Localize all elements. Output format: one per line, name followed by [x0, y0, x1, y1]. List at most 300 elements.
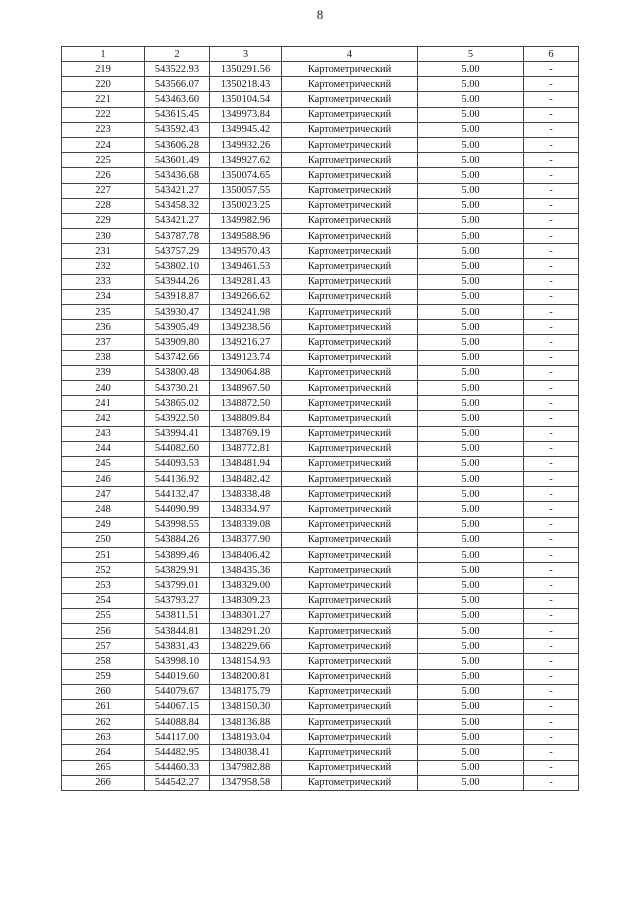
method-cell: Картометрический [282, 593, 418, 608]
table-row [62, 380, 579, 395]
point-number-cell: 242 [62, 411, 145, 426]
point-number-cell: 239 [62, 365, 145, 380]
x-coordinate-cell: 543436.68 [145, 168, 210, 183]
accuracy-cell: 5.00 [418, 745, 524, 760]
method-cell: Картометрический [282, 441, 418, 456]
y-coordinate-cell: 1350074.65 [210, 168, 282, 183]
point-number-cell: 225 [62, 153, 145, 168]
method-cell: Картометрический [282, 760, 418, 775]
x-coordinate-cell: 543522.93 [145, 62, 210, 77]
description-cell: - [524, 684, 579, 699]
y-coordinate-cell: 1348406.42 [210, 548, 282, 563]
x-coordinate-cell: 543844.81 [145, 623, 210, 638]
x-coordinate-cell: 544082.60 [145, 441, 210, 456]
point-number-cell: 233 [62, 274, 145, 289]
y-coordinate-cell: 1348175.79 [210, 684, 282, 699]
x-coordinate-cell: 544088.84 [145, 715, 210, 730]
point-number-cell: 254 [62, 593, 145, 608]
y-coordinate-cell: 1348377.90 [210, 532, 282, 547]
accuracy-cell: 5.00 [418, 320, 524, 335]
y-coordinate-cell: 1348150.30 [210, 699, 282, 714]
accuracy-cell: 5.00 [418, 623, 524, 638]
description-cell: - [524, 335, 579, 350]
accuracy-cell: 5.00 [418, 654, 524, 669]
point-number-cell: 244 [62, 441, 145, 456]
table-row [62, 441, 579, 456]
accuracy-cell: 5.00 [418, 563, 524, 578]
table-row [62, 593, 579, 608]
description-cell: - [524, 259, 579, 274]
description-cell: - [524, 517, 579, 532]
point-number-cell: 243 [62, 426, 145, 441]
table-row [62, 62, 579, 77]
accuracy-cell: 5.00 [418, 456, 524, 471]
point-number-cell: 234 [62, 289, 145, 304]
description-cell: - [524, 229, 579, 244]
description-cell: - [524, 411, 579, 426]
method-cell: Картометрический [282, 213, 418, 228]
method-cell: Картометрический [282, 608, 418, 623]
description-cell: - [524, 775, 579, 790]
x-coordinate-cell: 544482.95 [145, 745, 210, 760]
point-number-cell: 229 [62, 213, 145, 228]
method-cell: Картометрический [282, 168, 418, 183]
x-coordinate-cell: 543899.46 [145, 548, 210, 563]
accuracy-cell: 5.00 [418, 472, 524, 487]
method-cell: Картометрический [282, 502, 418, 517]
table-row [62, 715, 579, 730]
method-cell: Картометрический [282, 699, 418, 714]
accuracy-cell: 5.00 [418, 92, 524, 107]
description-cell: - [524, 639, 579, 654]
description-cell: - [524, 487, 579, 502]
description-cell: - [524, 623, 579, 638]
accuracy-cell: 5.00 [418, 153, 524, 168]
x-coordinate-cell: 544090.99 [145, 502, 210, 517]
x-coordinate-cell: 543802.10 [145, 259, 210, 274]
description-cell: - [524, 396, 579, 411]
description-cell: - [524, 532, 579, 547]
table-row [62, 517, 579, 532]
method-cell: Картометрический [282, 745, 418, 760]
method-cell: Картометрический [282, 259, 418, 274]
table-row [62, 730, 579, 745]
point-number-cell: 250 [62, 532, 145, 547]
method-cell: Картометрический [282, 456, 418, 471]
point-number-cell: 257 [62, 639, 145, 654]
description-cell: - [524, 380, 579, 395]
x-coordinate-cell: 543421.27 [145, 183, 210, 198]
y-coordinate-cell: 1349123.74 [210, 350, 282, 365]
table-row [62, 77, 579, 92]
table-row [62, 153, 579, 168]
column-header: 4 [282, 47, 418, 62]
y-coordinate-cell: 1349932.26 [210, 137, 282, 152]
description-cell: - [524, 183, 579, 198]
description-cell: - [524, 502, 579, 517]
method-cell: Картометрический [282, 532, 418, 547]
x-coordinate-cell: 544019.60 [145, 669, 210, 684]
table-row [62, 274, 579, 289]
point-number-cell: 237 [62, 335, 145, 350]
description-cell: - [524, 730, 579, 745]
point-number-cell: 253 [62, 578, 145, 593]
accuracy-cell: 5.00 [418, 229, 524, 244]
x-coordinate-cell: 543922.50 [145, 411, 210, 426]
description-cell: - [524, 426, 579, 441]
method-cell: Картометрический [282, 730, 418, 745]
y-coordinate-cell: 1349266.62 [210, 289, 282, 304]
x-coordinate-cell: 543944.26 [145, 274, 210, 289]
table-row [62, 669, 579, 684]
table-body [62, 62, 579, 791]
y-coordinate-cell: 1350023.25 [210, 198, 282, 213]
table-row [62, 654, 579, 669]
y-coordinate-cell: 1348338.48 [210, 487, 282, 502]
accuracy-cell: 5.00 [418, 578, 524, 593]
point-number-cell: 262 [62, 715, 145, 730]
y-coordinate-cell: 1349461.53 [210, 259, 282, 274]
accuracy-cell: 5.00 [418, 77, 524, 92]
accuracy-cell: 5.00 [418, 760, 524, 775]
method-cell: Картометрический [282, 548, 418, 563]
description-cell: - [524, 350, 579, 365]
description-cell: - [524, 137, 579, 152]
method-cell: Картометрический [282, 107, 418, 122]
point-number-cell: 235 [62, 305, 145, 320]
x-coordinate-cell: 543730.21 [145, 380, 210, 395]
point-number-cell: 222 [62, 107, 145, 122]
point-number-cell: 264 [62, 745, 145, 760]
point-number-cell: 259 [62, 669, 145, 684]
table-row [62, 563, 579, 578]
y-coordinate-cell: 1348809.84 [210, 411, 282, 426]
method-cell: Картометрический [282, 244, 418, 259]
accuracy-cell: 5.00 [418, 122, 524, 137]
coordinates-table [61, 46, 579, 791]
point-number-cell: 223 [62, 122, 145, 137]
accuracy-cell: 5.00 [418, 639, 524, 654]
accuracy-cell: 5.00 [418, 244, 524, 259]
y-coordinate-cell: 1347982.88 [210, 760, 282, 775]
y-coordinate-cell: 1349281.43 [210, 274, 282, 289]
x-coordinate-cell: 543998.55 [145, 517, 210, 532]
accuracy-cell: 5.00 [418, 730, 524, 745]
table-row [62, 487, 579, 502]
point-number-cell: 245 [62, 456, 145, 471]
x-coordinate-cell: 544067.15 [145, 699, 210, 714]
point-number-cell: 252 [62, 563, 145, 578]
description-cell: - [524, 305, 579, 320]
method-cell: Картометрический [282, 775, 418, 790]
y-coordinate-cell: 1349973.84 [210, 107, 282, 122]
y-coordinate-cell: 1347958.58 [210, 775, 282, 790]
method-cell: Картометрический [282, 365, 418, 380]
method-cell: Картометрический [282, 153, 418, 168]
y-coordinate-cell: 1349588.96 [210, 229, 282, 244]
method-cell: Картометрический [282, 335, 418, 350]
column-header: 5 [418, 47, 524, 62]
point-number-cell: 231 [62, 244, 145, 259]
y-coordinate-cell: 1348038.41 [210, 745, 282, 760]
accuracy-cell: 5.00 [418, 305, 524, 320]
x-coordinate-cell: 543458.32 [145, 198, 210, 213]
table-row [62, 350, 579, 365]
x-coordinate-cell: 543463.60 [145, 92, 210, 107]
y-coordinate-cell: 1348339.08 [210, 517, 282, 532]
y-coordinate-cell: 1348482.42 [210, 472, 282, 487]
method-cell: Картометрический [282, 623, 418, 638]
table-row [62, 259, 579, 274]
accuracy-cell: 5.00 [418, 699, 524, 714]
accuracy-cell: 5.00 [418, 715, 524, 730]
x-coordinate-cell: 543994.41 [145, 426, 210, 441]
accuracy-cell: 5.00 [418, 411, 524, 426]
point-number-cell: 224 [62, 137, 145, 152]
description-cell: - [524, 198, 579, 213]
x-coordinate-cell: 543884.26 [145, 532, 210, 547]
column-header: 1 [62, 47, 145, 62]
description-cell: - [524, 320, 579, 335]
method-cell: Картометрический [282, 426, 418, 441]
accuracy-cell: 5.00 [418, 365, 524, 380]
accuracy-cell: 5.00 [418, 593, 524, 608]
x-coordinate-cell: 543592.43 [145, 122, 210, 137]
description-cell: - [524, 715, 579, 730]
accuracy-cell: 5.00 [418, 107, 524, 122]
x-coordinate-cell: 544460.33 [145, 760, 210, 775]
x-coordinate-cell: 544132.47 [145, 487, 210, 502]
table-row [62, 305, 579, 320]
y-coordinate-cell: 1348301.27 [210, 608, 282, 623]
table-row [62, 122, 579, 137]
x-coordinate-cell: 543606.28 [145, 137, 210, 152]
table-row [62, 745, 579, 760]
method-cell: Картометрический [282, 472, 418, 487]
method-cell: Картометрический [282, 669, 418, 684]
table-header-row [62, 47, 579, 62]
description-cell: - [524, 456, 579, 471]
y-coordinate-cell: 1349064.88 [210, 365, 282, 380]
y-coordinate-cell: 1350057.55 [210, 183, 282, 198]
point-number-cell: 263 [62, 730, 145, 745]
table-row [62, 198, 579, 213]
x-coordinate-cell: 543615.45 [145, 107, 210, 122]
description-cell: - [524, 608, 579, 623]
table-row [62, 183, 579, 198]
y-coordinate-cell: 1348154.93 [210, 654, 282, 669]
x-coordinate-cell: 544136.92 [145, 472, 210, 487]
table-row [62, 335, 579, 350]
table-row [62, 396, 579, 411]
y-coordinate-cell: 1350218.43 [210, 77, 282, 92]
table-row [62, 213, 579, 228]
y-coordinate-cell: 1349927.62 [210, 153, 282, 168]
description-cell: - [524, 213, 579, 228]
method-cell: Картометрический [282, 487, 418, 502]
y-coordinate-cell: 1348291.20 [210, 623, 282, 638]
point-number-cell: 221 [62, 92, 145, 107]
method-cell: Картометрический [282, 380, 418, 395]
accuracy-cell: 5.00 [418, 441, 524, 456]
method-cell: Картометрический [282, 229, 418, 244]
y-coordinate-cell: 1349945.42 [210, 122, 282, 137]
description-cell: - [524, 760, 579, 775]
point-number-cell: 220 [62, 77, 145, 92]
point-number-cell: 249 [62, 517, 145, 532]
y-coordinate-cell: 1350104.54 [210, 92, 282, 107]
accuracy-cell: 5.00 [418, 502, 524, 517]
y-coordinate-cell: 1348435.36 [210, 563, 282, 578]
y-coordinate-cell: 1348229.66 [210, 639, 282, 654]
table-row [62, 229, 579, 244]
x-coordinate-cell: 543742.66 [145, 350, 210, 365]
method-cell: Картометрический [282, 92, 418, 107]
x-coordinate-cell: 543930.47 [145, 305, 210, 320]
table-row [62, 365, 579, 380]
table-row [62, 623, 579, 638]
x-coordinate-cell: 543905.49 [145, 320, 210, 335]
accuracy-cell: 5.00 [418, 168, 524, 183]
description-cell: - [524, 168, 579, 183]
description-cell: - [524, 289, 579, 304]
method-cell: Картометрический [282, 578, 418, 593]
y-coordinate-cell: 1348200.81 [210, 669, 282, 684]
y-coordinate-cell: 1348967.50 [210, 380, 282, 395]
accuracy-cell: 5.00 [418, 608, 524, 623]
point-number-cell: 251 [62, 548, 145, 563]
description-cell: - [524, 92, 579, 107]
x-coordinate-cell: 544093.53 [145, 456, 210, 471]
column-header: 3 [210, 47, 282, 62]
method-cell: Картометрический [282, 411, 418, 426]
method-cell: Картометрический [282, 563, 418, 578]
method-cell: Картометрический [282, 289, 418, 304]
method-cell: Картометрический [282, 77, 418, 92]
x-coordinate-cell: 543865.02 [145, 396, 210, 411]
method-cell: Картометрический [282, 320, 418, 335]
method-cell: Картометрический [282, 137, 418, 152]
y-coordinate-cell: 1348769.19 [210, 426, 282, 441]
table-row [62, 426, 579, 441]
accuracy-cell: 5.00 [418, 775, 524, 790]
description-cell: - [524, 274, 579, 289]
x-coordinate-cell: 543421.27 [145, 213, 210, 228]
method-cell: Картометрический [282, 122, 418, 137]
accuracy-cell: 5.00 [418, 532, 524, 547]
accuracy-cell: 5.00 [418, 335, 524, 350]
accuracy-cell: 5.00 [418, 380, 524, 395]
x-coordinate-cell: 543998.10 [145, 654, 210, 669]
point-number-cell: 226 [62, 168, 145, 183]
accuracy-cell: 5.00 [418, 62, 524, 77]
table-row [62, 578, 579, 593]
x-coordinate-cell: 543909.80 [145, 335, 210, 350]
accuracy-cell: 5.00 [418, 350, 524, 365]
description-cell: - [524, 548, 579, 563]
table-row [62, 760, 579, 775]
accuracy-cell: 5.00 [418, 684, 524, 699]
point-number-cell: 248 [62, 502, 145, 517]
y-coordinate-cell: 1348309.23 [210, 593, 282, 608]
accuracy-cell: 5.00 [418, 548, 524, 563]
accuracy-cell: 5.00 [418, 289, 524, 304]
description-cell: - [524, 669, 579, 684]
point-number-cell: 246 [62, 472, 145, 487]
accuracy-cell: 5.00 [418, 396, 524, 411]
x-coordinate-cell: 543601.49 [145, 153, 210, 168]
table-row [62, 472, 579, 487]
y-coordinate-cell: 1348334.97 [210, 502, 282, 517]
point-number-cell: 228 [62, 198, 145, 213]
table-row [62, 684, 579, 699]
y-coordinate-cell: 1348481.94 [210, 456, 282, 471]
accuracy-cell: 5.00 [418, 259, 524, 274]
x-coordinate-cell: 544079.67 [145, 684, 210, 699]
x-coordinate-cell: 543566.07 [145, 77, 210, 92]
table-row [62, 92, 579, 107]
description-cell: - [524, 699, 579, 714]
table-row [62, 532, 579, 547]
y-coordinate-cell: 1348772.81 [210, 441, 282, 456]
description-cell: - [524, 563, 579, 578]
point-number-cell: 266 [62, 775, 145, 790]
y-coordinate-cell: 1348136.88 [210, 715, 282, 730]
point-number-cell: 230 [62, 229, 145, 244]
description-cell: - [524, 244, 579, 259]
x-coordinate-cell: 543831.43 [145, 639, 210, 654]
table-row [62, 411, 579, 426]
y-coordinate-cell: 1348872.50 [210, 396, 282, 411]
y-coordinate-cell: 1349216.27 [210, 335, 282, 350]
description-cell: - [524, 107, 579, 122]
accuracy-cell: 5.00 [418, 517, 524, 532]
point-number-cell: 256 [62, 623, 145, 638]
accuracy-cell: 5.00 [418, 183, 524, 198]
method-cell: Картометрический [282, 639, 418, 654]
y-coordinate-cell: 1349238.56 [210, 320, 282, 335]
table-row [62, 168, 579, 183]
x-coordinate-cell: 544117.00 [145, 730, 210, 745]
description-cell: - [524, 654, 579, 669]
point-number-cell: 241 [62, 396, 145, 411]
method-cell: Картометрический [282, 684, 418, 699]
x-coordinate-cell: 543757.29 [145, 244, 210, 259]
method-cell: Картометрический [282, 396, 418, 411]
y-coordinate-cell: 1350291.56 [210, 62, 282, 77]
page-number: 8 [316, 7, 324, 22]
description-cell: - [524, 77, 579, 92]
table-row [62, 639, 579, 654]
table-row [62, 320, 579, 335]
method-cell: Картометрический [282, 305, 418, 320]
point-number-cell: 258 [62, 654, 145, 669]
description-cell: - [524, 62, 579, 77]
accuracy-cell: 5.00 [418, 274, 524, 289]
point-number-cell: 232 [62, 259, 145, 274]
method-cell: Картометрический [282, 198, 418, 213]
y-coordinate-cell: 1348193.04 [210, 730, 282, 745]
x-coordinate-cell: 543811.51 [145, 608, 210, 623]
table-row [62, 289, 579, 304]
point-number-cell: 247 [62, 487, 145, 502]
y-coordinate-cell: 1348329.00 [210, 578, 282, 593]
y-coordinate-cell: 1349570.43 [210, 244, 282, 259]
description-cell: - [524, 122, 579, 137]
method-cell: Картометрический [282, 183, 418, 198]
x-coordinate-cell: 543787.78 [145, 229, 210, 244]
table-row [62, 775, 579, 790]
